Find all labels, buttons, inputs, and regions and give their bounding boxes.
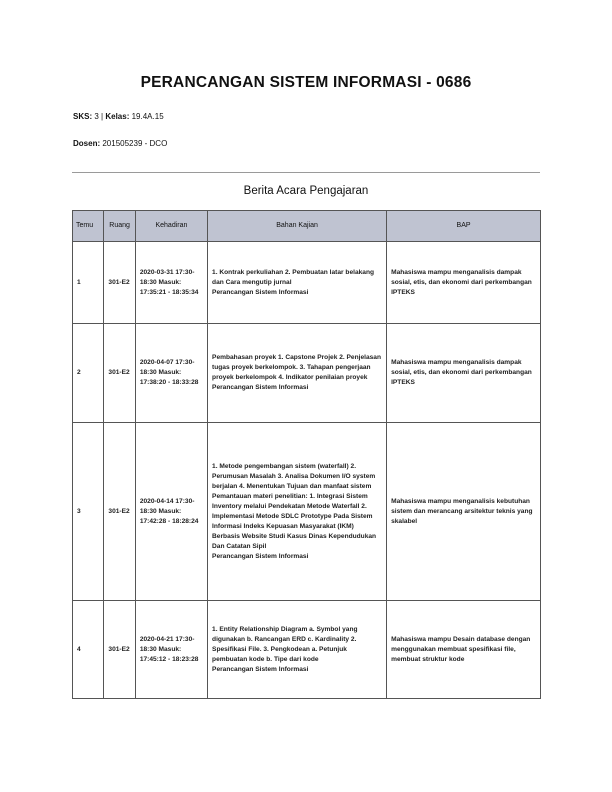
course-name: Perancangan Sistem Informasi [212, 288, 309, 296]
cell-temu: 2 [73, 324, 104, 423]
cell-kehadiran: 2020-03-31 17:30-18:30 Masuk: 17:35:21 - 18:35:34 [135, 242, 207, 324]
table-row [73, 423, 541, 601]
bahan-text: 1. Metode pengembangan sistem (waterfall) 2. Perumusan Masalah 3. Analisa Dokumen I/O system berjalan 4. Menentukan Tujuan dan manfaat sistem Pemantauan materi penelitian: 1. Integrasi Sistem Inventory melalui Pendekatan Metode Waterfall 2. Implementasi Metode SDLC Prototype Pada Sistem Informasi Indeks Kepuasan Masyarakat (IKM) Berbasis Website Studi Kasus Dinas Kependudukan Dan Catatan Sipil [212, 462, 377, 550]
cell-kehadiran: 2020-04-21 17:30-18:30 Masuk: 17:45:12 - 18:23:28 [135, 601, 207, 699]
cell-temu: 4 [73, 601, 104, 699]
bahan-text: 1. Kontrak perkuliahan 2. Pembuatan latar belakang dan Cara mengutip jurnal [212, 268, 375, 286]
cell-bap: Mahasiswa mampu menganalisis kebutuhan sistem dan merancang arsitektur teknis yang skalabel [387, 423, 541, 601]
cell-bap: Mahasiswa mampu menganalisis dampak sosial, etis, dan ekonomi dari perkembangan IPTEKS [387, 324, 541, 423]
header-bap: BAP [387, 211, 541, 242]
cell-ruang: 301-E2 [104, 601, 135, 699]
table-row [73, 601, 541, 699]
divider [72, 172, 540, 173]
table-row [73, 324, 541, 423]
cell-ruang: 301-E2 [104, 423, 135, 601]
course-meta-line [73, 112, 164, 121]
cell-bahan-kajian [208, 423, 387, 601]
cell-bap: Mahasiswa mampu menganalisis dampak sosial, etis, dan ekonomi dari perkembangan IPTEKS [387, 242, 541, 324]
meta-separator: | [101, 112, 104, 121]
dosen-label: Dosen: [73, 139, 101, 148]
bahan-text: Pembahasan proyek 1. Capstone Projek 2. Penjelasan tugas proyek berkelompok. 3. Tahapan pengerjaan proyek berkelompok 4. Indikator penilaian proyek [212, 354, 381, 381]
cell-kehadiran: 2020-04-14 17:30-18:30 Masuk: 17:42:28 - 18:28:24 [135, 423, 207, 601]
header-bahan-kajian: Bahan Kajian [208, 211, 387, 242]
cell-kehadiran: 2020-04-07 17:30-18:30 Masuk: 17:38:20 - 18:33:28 [135, 324, 207, 423]
header-ruang: Ruang [104, 211, 135, 242]
dosen-line [73, 139, 167, 148]
course-name: Perancangan Sistem Informasi [212, 665, 309, 673]
cell-temu: 1 [73, 242, 104, 324]
course-name: Perancangan Sistem Informasi [212, 552, 309, 560]
section-title: Berita Acara Pengajaran [243, 185, 369, 197]
cell-temu: 3 [73, 423, 104, 601]
sks-label: SKS: [73, 112, 93, 121]
table-header-row [73, 211, 541, 242]
bahan-text: 1. Entity Relationship Diagram a. Symbol yang digunakan b. Rancangan ERD c. Kardinality 2. Spesifikasi File. 3. Pengkodean a. Petunjuk pembuatan kode b. Tipe dari kode [212, 625, 358, 663]
sks-value: 3 [94, 112, 99, 121]
course-name: Perancangan Sistem Informasi [212, 384, 309, 391]
header-kehadiran: Kehadiran [135, 211, 207, 242]
teaching-record-table [72, 210, 541, 699]
cell-bahan-kajian [208, 242, 387, 324]
cell-bap: Mahasiswa mampu Desain database dengan menggunakan membuat spesifikasi file, membuat struktur kode [387, 601, 541, 699]
kelas-value: 19.4A.15 [131, 112, 164, 121]
header-temu: Temu [73, 211, 104, 242]
course-title: PERANCANGAN SISTEM INFORMASI - 0686 [140, 74, 472, 91]
cell-ruang: 301-E2 [104, 324, 135, 423]
cell-bahan-kajian [208, 601, 387, 699]
table-row [73, 242, 541, 324]
dosen-value: 201505239 - DCO [102, 139, 168, 148]
cell-ruang: 301-E2 [104, 242, 135, 324]
kelas-label: Kelas: [105, 112, 130, 121]
cell-bahan-kajian [208, 324, 387, 423]
